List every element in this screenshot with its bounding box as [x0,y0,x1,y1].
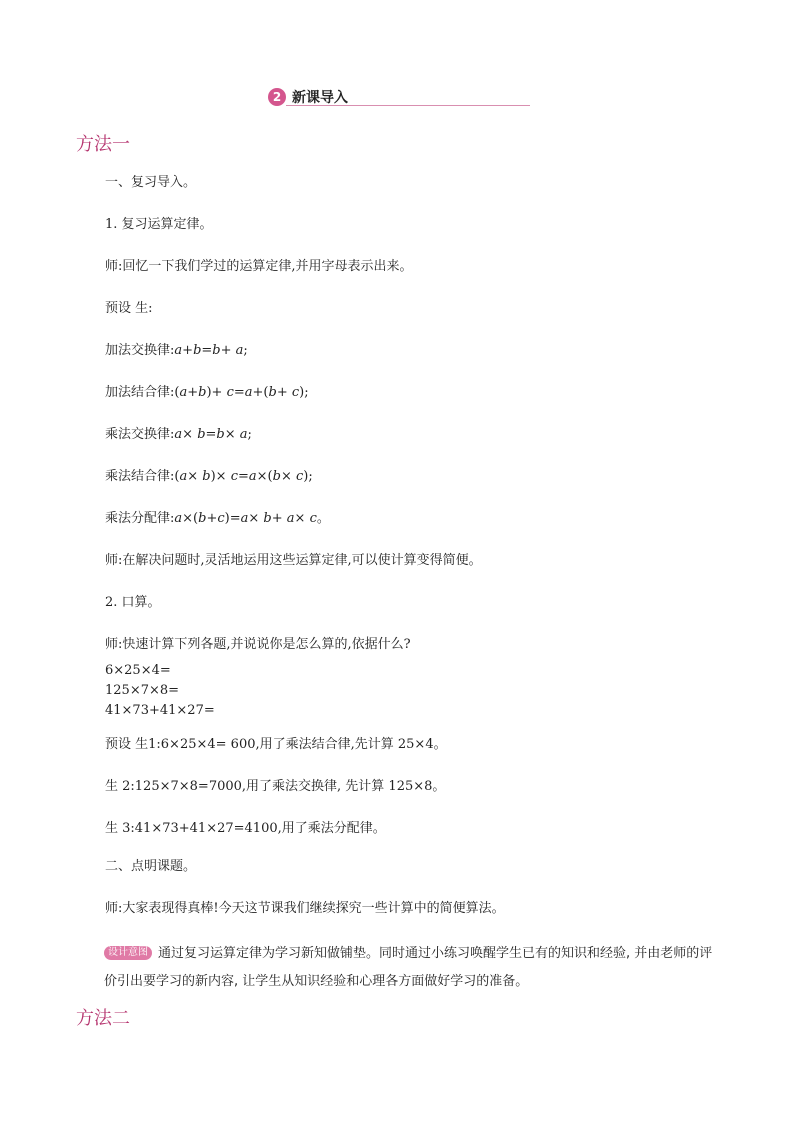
law-formula: (a+b)+ c=a+(b+ c); [174,385,309,400]
design-intent-badge: 设计意图 [104,946,152,960]
teacher-question: 师:快速计算下列各题,并说说你是怎么算的,依据什么? [105,637,411,652]
design-intent-note [104,940,724,996]
multiplication-associative-law [105,468,313,486]
review-heading: 一、复习导入。 [105,175,197,190]
student-answer-2: 生 2:125×7×8=7000,用了乘法交换律, 先计算 125×8。 [105,779,446,794]
section-title: 新课导入 [292,90,348,106]
method-two-heading: 方法二 [76,1008,130,1029]
addition-associative-law [105,384,309,402]
law-label: 乘法分配律: [105,511,175,526]
preset-student: 预设 生: [105,301,153,316]
law-label: 乘法结合律: [105,469,175,484]
method-one-heading: 方法一 [76,134,130,155]
addition-commutative-law [105,342,248,360]
teacher-summary: 师:在解决问题时,灵活地运用这些运算定律,可以使计算变得简便。 [105,553,482,568]
design-intent-text: 通过复习运算定律为学习新知做铺垫。同时通过小练习唤醒学生已有的知识和经验, 并由老师的评价引出要学习的新内容, 让学生从知识经验和心理各方面做好学习的准备。 [104,946,713,989]
teacher-intro: 师:大家表现得真棒!今天这节课我们继续探究一些计算中的简便算法。 [105,901,505,916]
student-answer-3: 生 3:41×73+41×27=4100,用了乘法分配律。 [105,821,386,836]
oral-calc-subheading: 2. 口算。 [105,595,161,610]
exercise-3: 41×73+41×27= [105,703,215,718]
multiplication-distributive-law [105,510,330,528]
law-label: 加法结合律: [105,385,175,400]
section-number-badge: 2 [268,88,286,106]
review-laws-subheading: 1. 复习运算定律。 [105,217,213,232]
law-formula: a× b=b× a; [174,427,252,442]
multiplication-commutative-law [105,426,252,444]
law-formula: a+b=b+ a; [174,343,248,358]
topic-heading: 二、点明课题。 [105,859,197,874]
law-label: 加法交换律: [105,343,175,358]
exercise-1: 6×25×4= [105,663,171,678]
student-answer-1: 预设 生1:6×25×4= 600,用了乘法结合律,先计算 25×4。 [105,737,447,752]
section-underline [286,105,530,106]
exercise-2: 125×7×8= [105,683,180,698]
teacher-prompt: 师:回忆一下我们学过的运算定律,并用字母表示出来。 [105,259,413,274]
law-label: 乘法交换律: [105,427,175,442]
section-header [268,86,530,108]
law-formula: a×(b+c)=a× b+ a× c。 [174,511,330,526]
law-formula: (a× b)× c=a×(b× c); [174,469,313,484]
